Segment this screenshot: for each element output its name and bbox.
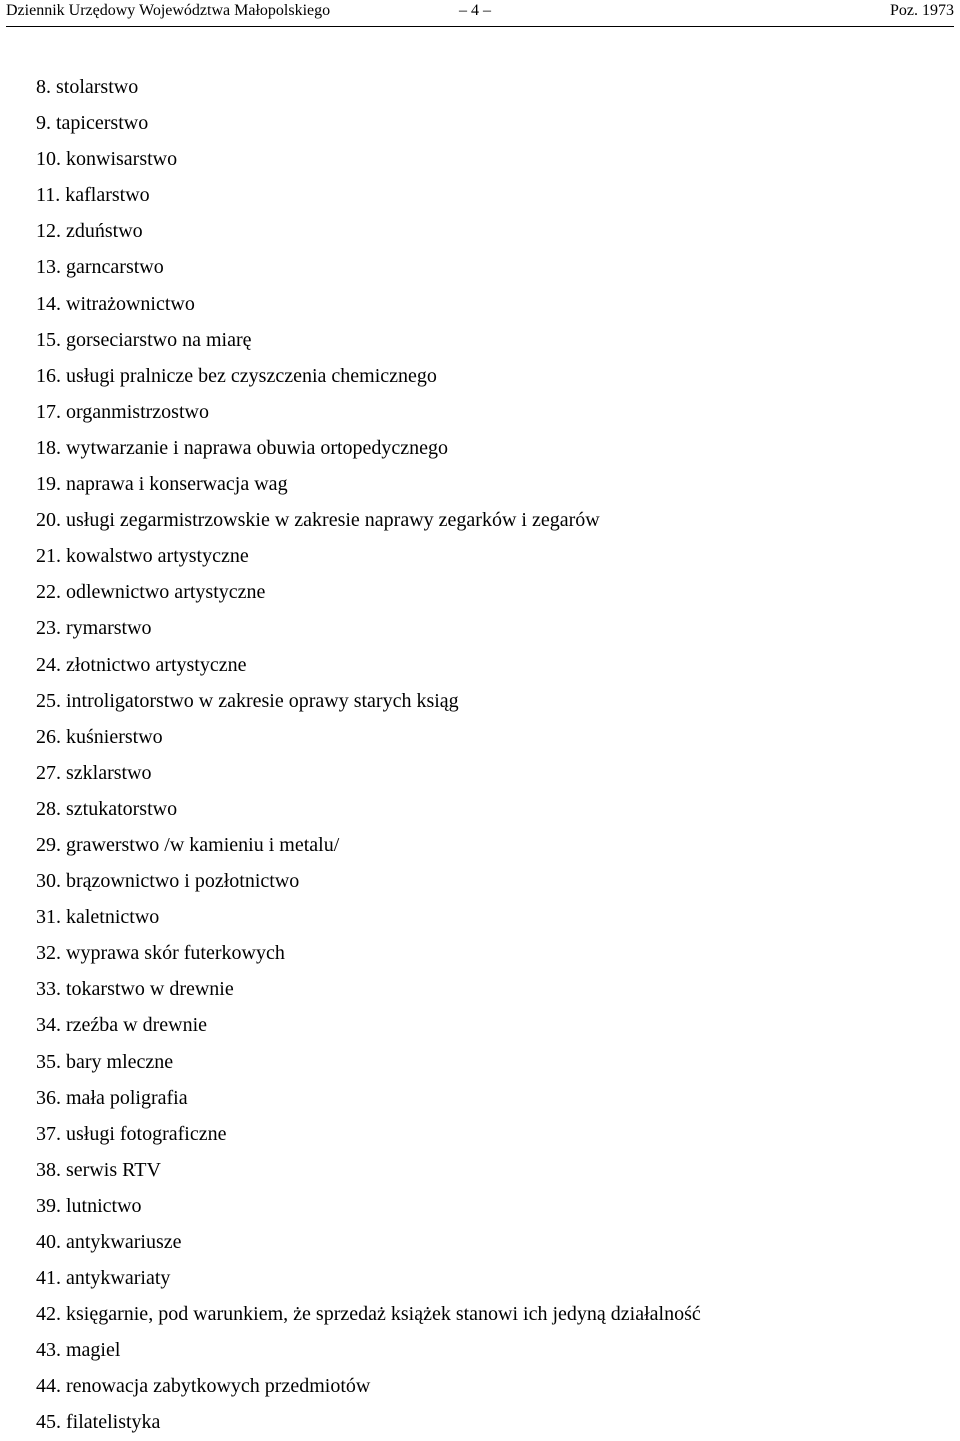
list-item: 40. antykwariusze <box>36 1231 182 1253</box>
list-item: 17. organmistrzostwo <box>36 400 209 423</box>
position-number: Poz. 1973 <box>890 2 954 19</box>
list-item: 12. zduństwo <box>36 220 143 243</box>
list-item: 27. szklarstwo <box>36 761 152 784</box>
list-item: 33. tokarstwo w drewnie <box>36 978 234 1001</box>
list-item: 21. kowalstwo artystyczne <box>36 545 249 568</box>
list-item: 35. bary mleczne <box>36 1050 174 1073</box>
list-item: 24. złotnictwo artystyczne <box>36 653 247 676</box>
trades-list <box>36 69 701 1441</box>
list-item: 45. filatelistyka <box>36 1411 161 1434</box>
list-item: 34. rzeźba w drewnie <box>36 1014 208 1037</box>
list-item: 37. usługi fotograficzne <box>36 1122 227 1145</box>
list-item: 29. grawerstwo /w kamieniu i metalu/ <box>36 833 340 856</box>
list-item: 38. serwis RTV <box>36 1158 161 1181</box>
list-item: 44. renowacja zabytkowych przedmiotów <box>36 1375 371 1398</box>
list-item: 16. usługi pralnicze bez czyszczenia chemicznego <box>36 364 437 387</box>
list-item: 19. naprawa i konserwacja wag <box>36 473 288 496</box>
list-item: 39. lutnictwo <box>36 1194 142 1217</box>
list-item: 8. stolarstwo <box>36 76 139 98</box>
list-item: 31. kaletnictwo <box>36 906 160 929</box>
list-item: 10. konwisarstwo <box>36 148 178 171</box>
list-item: 11. kaflarstwo <box>36 184 150 207</box>
list-item: 30. brązownictwo i pozłotnictwo <box>36 870 300 893</box>
list-item: 13. garncarstwo <box>36 256 164 279</box>
journal-title: Dziennik Urzędowy Województwa Małopolskiego <box>6 2 331 19</box>
list-item: 23. rymarstwo <box>36 617 152 640</box>
list-item: 18. wytwarzanie i naprawa obuwia ortopedycznego <box>36 436 449 459</box>
page-number: – 4 – <box>459 2 491 19</box>
list-item: 28. sztukatorstwo <box>36 797 178 820</box>
list-item: 36. mała poligrafia <box>36 1086 188 1109</box>
list-item: 25. introligatorstwo w zakresie oprawy starych ksiąg <box>36 689 459 712</box>
page-header <box>6 0 954 27</box>
list-item: 14. witrażownictwo <box>36 292 195 315</box>
list-item: 20. usługi zegarmistrzowskie w zakresie naprawy zegarków i zegarów <box>36 509 600 532</box>
list-item: 32. wyprawa skór futerkowych <box>36 942 285 965</box>
list-item: 43. magiel <box>36 1339 121 1362</box>
list-item: 41. antykwariaty <box>36 1267 171 1290</box>
list-item: 42. księgarnie, pod warunkiem, że sprzedaż książek stanowi ich jedyną działalność <box>36 1303 701 1326</box>
list-item: 26. kuśnierstwo <box>36 725 163 748</box>
list-item: 15. gorseciarstwo na miarę <box>36 328 252 351</box>
list-item: 22. odlewnictwo artystyczne <box>36 581 266 604</box>
list-item: 9. tapicerstwo <box>36 112 149 135</box>
